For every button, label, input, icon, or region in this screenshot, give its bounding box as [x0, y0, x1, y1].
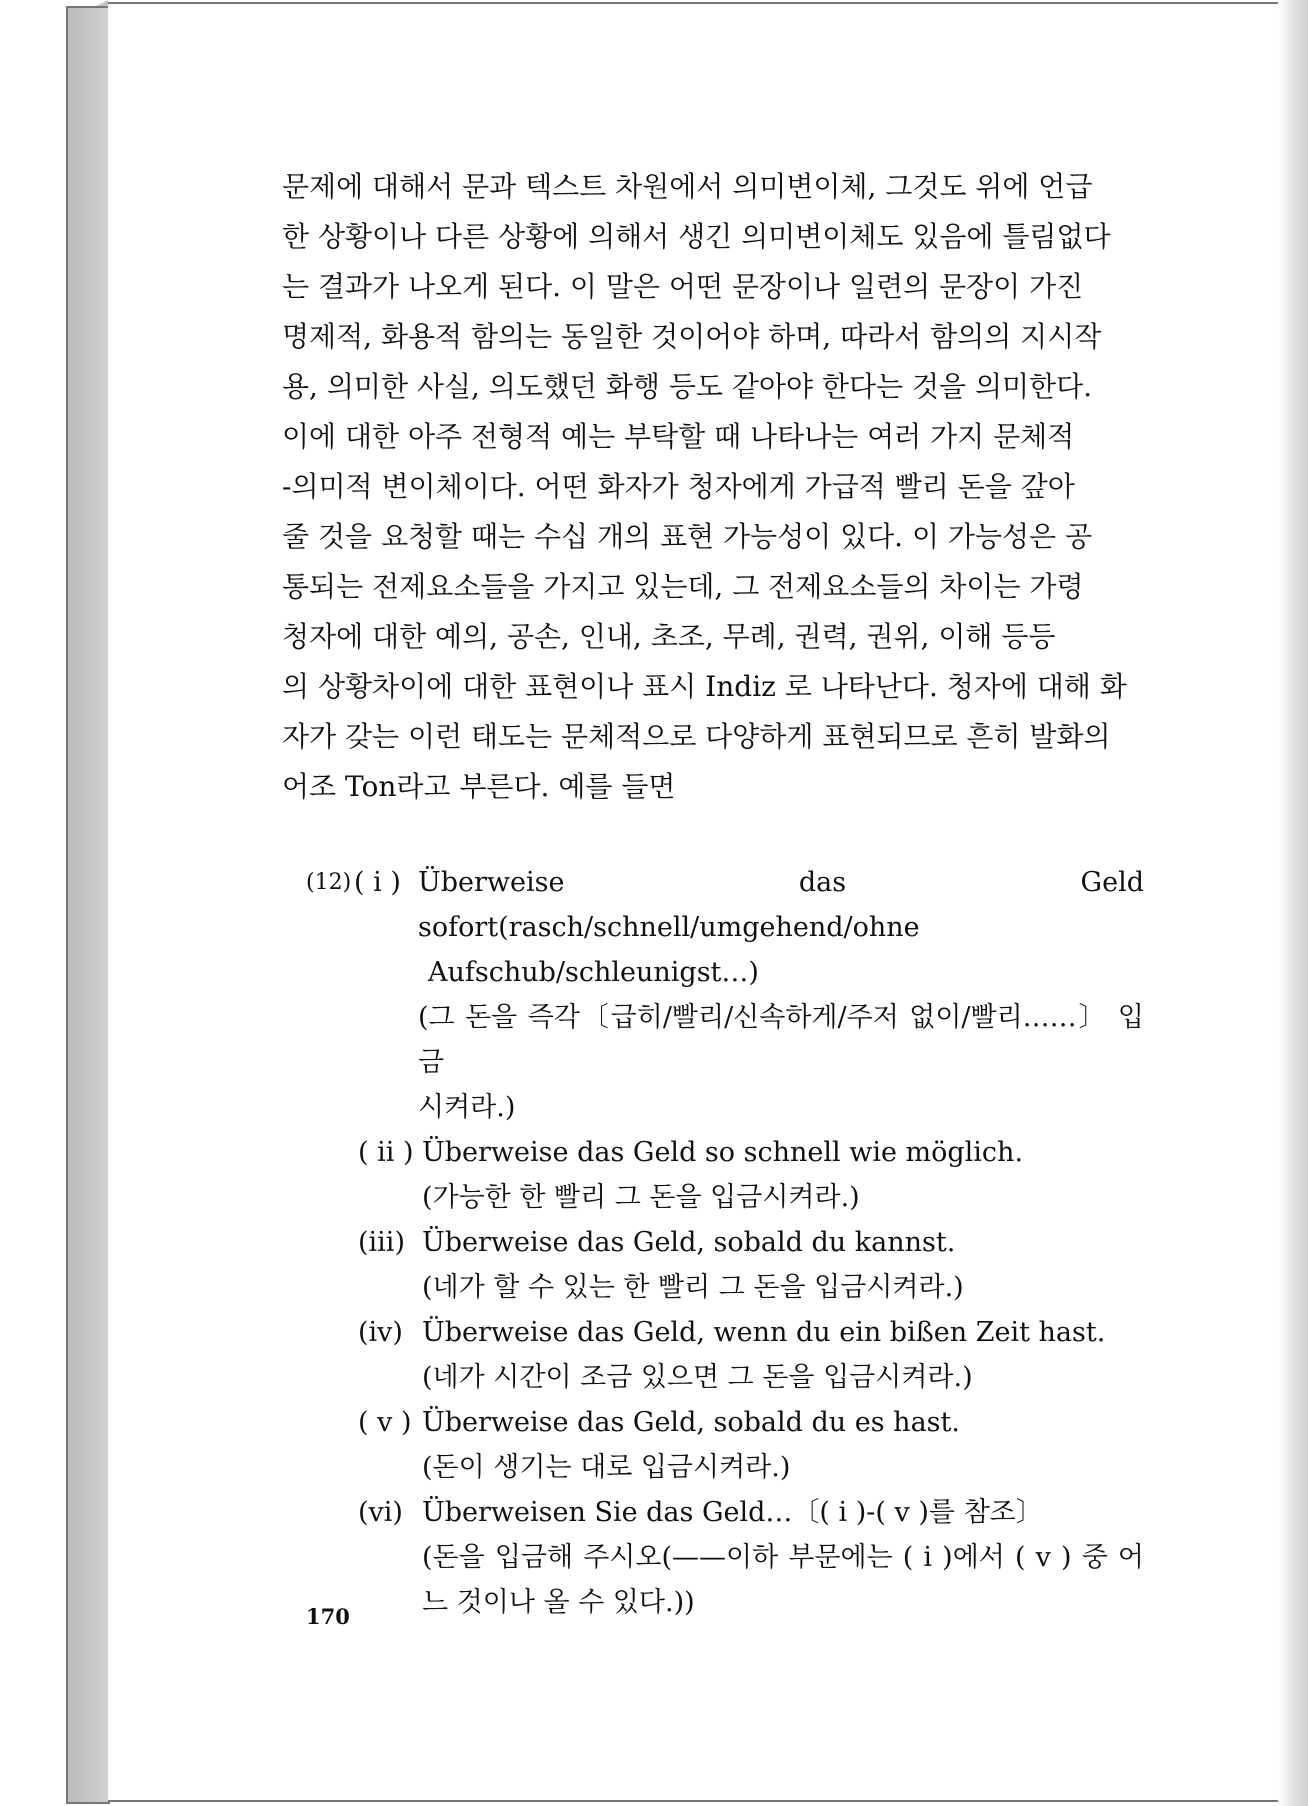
example-item [306, 860, 1144, 1130]
book-spine [66, 6, 110, 1804]
example-korean-line: (그 돈을 즉각〔급히/빨리/신속하게/주저 없이/빨리……〕 입금 [418, 1002, 1144, 1078]
page-number: 170 [306, 1604, 350, 1629]
example-marker: ( ii ) [358, 1137, 414, 1168]
example-korean-line: (네가 시간이 조금 있으면 그 돈을 입금시켜라.) [422, 1362, 973, 1393]
example-korean-line: 시켜라.) [418, 1092, 516, 1123]
example-item [306, 1310, 1144, 1400]
example-content [422, 1130, 1144, 1220]
example-german-line: Überweise das Geld so schnell wie möglich. [422, 1137, 1024, 1168]
example-german-line: Überweise das Geld, wenn du ein bißen Zeit hast. [422, 1317, 1106, 1348]
paragraph-line: 문제에 대해서 문과 텍스트 차원에서 의미변이체, 그것도 위에 언급 [282, 170, 1093, 203]
example-german-line: Überweisen Sie das Geld…〔( i )-( v )를 참조〕 [422, 1497, 1043, 1528]
example-number: (12) [306, 870, 352, 895]
example-korean-line: 느 것이나 올 수 있다.)) [422, 1587, 695, 1618]
example-list [306, 860, 1144, 1625]
paragraph-line: 줄 것을 요청할 때는 수십 개의 표현 가능성이 있다. 이 가능성은 공 [282, 520, 1093, 553]
example-item [306, 1220, 1144, 1310]
paragraph-line: 명제적, 화용적 함의는 동일한 것이어야 하며, 따라서 함의의 지시작 [282, 320, 1102, 353]
example-content [422, 1490, 1144, 1625]
example-marker: (vi) [358, 1497, 403, 1528]
example-marker: (iii) [358, 1227, 405, 1258]
example-marker: ( i ) [354, 867, 401, 898]
example-german-line: Überweise das Geld, sobald du es hast. [422, 1407, 960, 1438]
paragraph-line: 청자에 대한 예의, 공손, 인내, 초조, 무례, 권력, 권위, 이해 등등 [282, 620, 1056, 653]
example-content [422, 1310, 1144, 1400]
example-korean-line: (가능한 한 빨리 그 돈을 입금시켜라.) [422, 1182, 860, 1213]
example-korean-line: (돈이 생기는 대로 입금시켜라.) [422, 1452, 791, 1483]
example-item [306, 1130, 1144, 1220]
paragraph-line: 이에 대한 아주 전형적 예는 부탁할 때 나타나는 여러 가지 문체적 [282, 420, 1075, 453]
paragraph-line: 자가 갖는 이런 태도는 문체적으로 다양하게 표현되므로 흔히 발화의 [282, 720, 1111, 753]
example-korean-line: (네가 할 수 있는 한 빨리 그 돈을 입금시켜라.) [422, 1272, 964, 1303]
paragraph-line: 어조 Ton라고 부른다. 예를 들면 [282, 770, 676, 803]
example-content [418, 860, 1144, 1130]
paragraph-line: -의미적 변이체이다. 어떤 화자가 청자에게 가급적 빨리 돈을 갚아 [282, 470, 1075, 503]
page-edge-shadow [1278, 0, 1308, 1806]
example-german-line: Überweise das Geld, sobald du kannst. [422, 1227, 956, 1258]
example-marker: ( v ) [358, 1407, 412, 1438]
example-content [422, 1220, 1144, 1310]
body-paragraph [282, 162, 1144, 812]
paragraph-line: 는 결과가 나오게 된다. 이 말은 어떤 문장이나 일련의 문장이 가진 [282, 270, 1084, 303]
paragraph-line: 용, 의미한 사실, 의도했던 화행 등도 같아야 한다는 것을 의미한다. [282, 370, 1093, 403]
example-german-line: Aufschub/schleunigst…) [428, 957, 759, 988]
example-korean-line: (돈을 입금해 주시오(——이하 부문에는 ( i )에서 ( v ) 중 어 [422, 1542, 1144, 1573]
example-item [306, 1490, 1144, 1625]
example-marker: (iv) [358, 1317, 403, 1348]
example-german-line: Überweise das Geld sofort(rasch/schnell/umgehend/ohne [418, 867, 1144, 943]
paragraph-line: 의 상황차이에 대한 표현이나 표시 Indiz 로 나타난다. 청자에 대해 화 [282, 670, 1127, 703]
paragraph-line: 한 상황이나 다른 상황에 의해서 생긴 의미변이체도 있음에 틀림없다 [282, 220, 1111, 253]
example-content [422, 1400, 1144, 1490]
example-item [306, 1400, 1144, 1490]
paragraph-line: 통되는 전제요소들을 가지고 있는데, 그 전제요소들의 차이는 가령 [282, 570, 1084, 603]
